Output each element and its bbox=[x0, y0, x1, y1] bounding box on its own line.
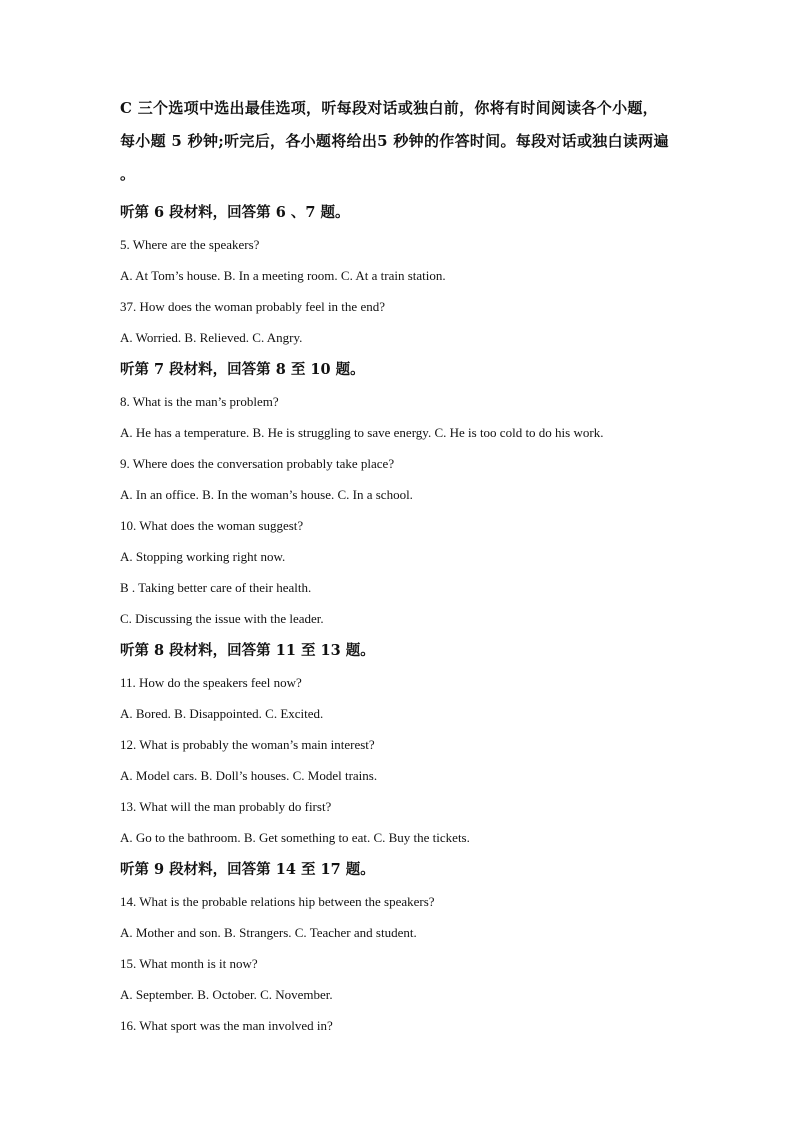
question-line: 16. What sport was the man involved in? bbox=[120, 1018, 333, 1033]
question-line: 9. Where does the conversation probably take place? bbox=[120, 456, 395, 471]
question-line: 10. What does the woman suggest? bbox=[120, 518, 304, 533]
question-line: A. Worried. B. Relieved. C. Angry. bbox=[120, 330, 303, 345]
section-instructions bbox=[120, 92, 700, 191]
question-line: 8. What is the man’s problem? bbox=[120, 394, 279, 409]
question-line: A. Stopping working right now. bbox=[120, 549, 286, 564]
question-line: A. Go to the bathroom. B. Get something to eat. C. Buy the tickets. bbox=[120, 830, 470, 845]
question-line: A. Model cars. B. Doll’s houses. C. Model trains. bbox=[120, 768, 378, 783]
question-line: B . Taking better care of their health. bbox=[120, 580, 312, 595]
question-line: A. In an office. B. In the woman’s house. C. In a school. bbox=[120, 487, 413, 502]
question-line: 15. What month is it now? bbox=[120, 956, 258, 971]
instruction-line: C 三个选项中选出最佳选项，听每段对话或独白前，你将有时间阅读各个小题， bbox=[120, 99, 658, 117]
instruction-line: 每小题 5 秒钟;听完后，各小题将给出5 秒钟的作答时间。每段对话或独白读两遍 bbox=[120, 132, 669, 150]
question-list bbox=[120, 196, 720, 1041]
instruction-line: 。 bbox=[120, 165, 136, 183]
question-line: A. September. B. October. C. November. bbox=[120, 987, 333, 1002]
question-line: A. Mother and son. B. Strangers. C. Teacher and student. bbox=[120, 925, 417, 940]
section-heading: 听第 9 段材料，回答第 14 至 17 题。 bbox=[120, 861, 375, 878]
question-line: 13. What will the man probably do first? bbox=[120, 799, 332, 814]
question-line: 12. What is probably the woman’s main interest? bbox=[120, 737, 375, 752]
section-heading: 听第 6 段材料，回答第 6 、7 题。 bbox=[120, 204, 350, 221]
question-line: C. Discussing the issue with the leader. bbox=[120, 611, 324, 626]
question-line: A. At Tom’s house. B. In a meeting room. C. At a train station. bbox=[120, 268, 446, 283]
question-line: 11. How do the speakers feel now? bbox=[120, 675, 302, 690]
question-line: 37. How does the woman probably feel in the end? bbox=[120, 299, 385, 314]
section-heading: 听第 7 段材料，回答第 8 至 10 题。 bbox=[120, 361, 365, 378]
question-line: 5. Where are the speakers? bbox=[120, 237, 260, 252]
section-heading: 听第 8 段材料，回答第 11 至 13 题。 bbox=[120, 642, 375, 659]
question-line: 14. What is the probable relations hip between the speakers? bbox=[120, 894, 435, 909]
question-line: A. He has a temperature. B. He is struggling to save energy. C. He is too cold to do his work. bbox=[120, 425, 604, 440]
question-line: A. Bored. B. Disappointed. C. Excited. bbox=[120, 706, 324, 721]
